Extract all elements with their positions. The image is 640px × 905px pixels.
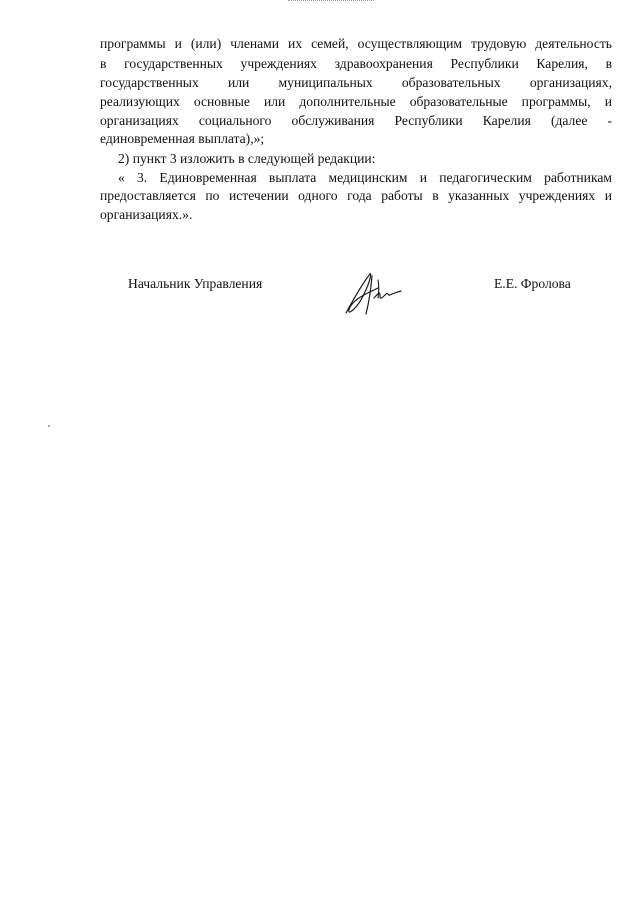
signatory-name: Е.Е. Фролова — [494, 276, 571, 291]
handwritten-signature — [340, 268, 404, 318]
body-text-line: предоставляется по истечении одного года работы в указанных учреждениях и — [100, 188, 612, 203]
body-text-line: « 3. Единовременная выплата медицинским и педагогическим работникам — [118, 170, 612, 185]
body-text-line: программы и (или) членами их семей, осуществляющим трудовую деятельность — [100, 36, 612, 51]
scan-speck — [48, 425, 50, 427]
body-text-line: организациях социального обслуживания Республики Карелия (далее - — [100, 113, 612, 128]
body-text-line: 2) пункт 3 изложить в следующей редакции: — [118, 151, 376, 166]
body-text-line: организациях.». — [100, 207, 193, 222]
signatory-position: Начальник Управления — [128, 276, 263, 291]
body-text-line: реализующих основные или дополнительные образовательные программы, и — [100, 94, 612, 109]
body-text-line: в государственных учреждениях здравоохранения Республики Карелия, в — [100, 56, 612, 71]
page-top-mark — [288, 0, 374, 2]
body-text-line: государственных или муниципальных образовательных организациях, — [100, 75, 612, 90]
body-text-line: единовременная выплата),»; — [100, 131, 265, 146]
